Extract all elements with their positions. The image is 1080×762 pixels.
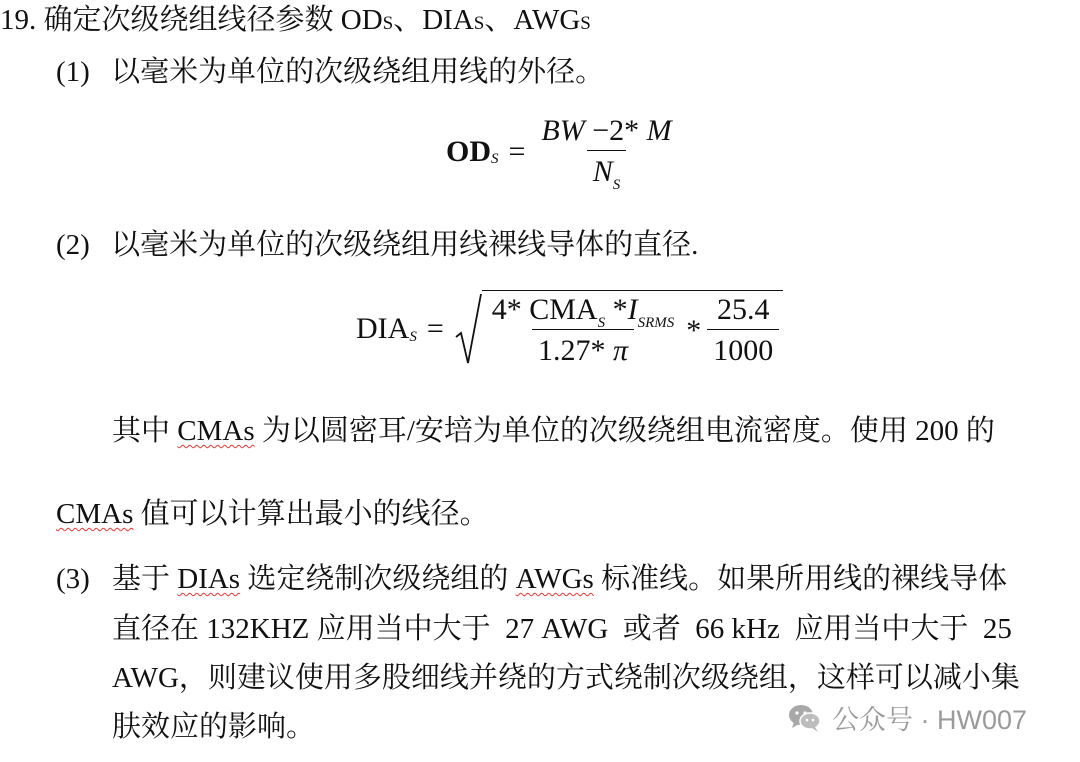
formula-od: OD S = $\frac{BW -2* M}{N_S}$	[446, 116, 678, 187]
spellcheck-cmas: CMAs	[177, 415, 255, 447]
item-3-label: (3)	[56, 563, 90, 595]
spellcheck-cmas-2: CMAs	[56, 498, 134, 530]
watermark-text: 公众号 · HW007	[832, 705, 1028, 735]
section-heading: 19. 确定次级绕组线径参数 ODS、DIAS、AWGS	[0, 4, 591, 36]
spellcheck-dias: DIAs	[177, 563, 241, 595]
item-1-text: 以毫米为单位的次级绕组用线的外径。	[111, 56, 605, 88]
wechat-icon	[788, 703, 822, 733]
cma-explanation-line1: 其中 CMAs 为以圆密耳/安培为单位的次级绕组电流密度。使用 200 的	[112, 415, 995, 447]
item-1-label: (1)	[56, 56, 90, 88]
spellcheck-awgs: AWGs	[515, 563, 594, 595]
item-2-label: (2)	[56, 229, 90, 261]
item-2	[56, 227, 698, 263]
item-3-line3: AWG，则建议使用多股细线并绕的方式绕制次级绕组，这样可以减小集	[112, 662, 1020, 694]
formula-dia: DIA S = $\frac{4* CMA_S *I_{SRMS}}{1.27* \pi}$ * $\frac{25.4}{1000}$	[356, 292, 783, 366]
item-3-line1: 基于 DIAs 选定绕制次级绕组的 AWGs 标准线。如果所用线的裸线导体	[112, 563, 1008, 595]
fraction-inch: $\frac{25.4}{1000}$	[707, 295, 779, 366]
item-3-line2: 直径在 132KHZ 应用当中大于 27 AWG 或者 66 kHz 应用当中大于 25	[112, 613, 1012, 645]
item-1	[56, 54, 604, 90]
fraction-current: $\frac{4* CMA_S *I_{SRMS}}{1.27* \pi}$	[491, 293, 675, 367]
radical-sign-icon	[454, 293, 482, 365]
square-root: $\frac{4* CMA_S *I_{SRMS}}{1.27* \pi}$ * $\frac{25.4}{1000}$	[454, 292, 784, 366]
fraction-od: $\frac{BW -2* M}{N_S}$	[541, 114, 672, 193]
item-3-line4: 肤效应的影响。	[112, 711, 316, 743]
item-2-text: 以毫米为单位的次级绕组用线裸线导体的直径.	[111, 229, 699, 261]
watermark	[788, 698, 1027, 737]
cma-explanation-line2: CMAs 值可以计算出最小的线径。	[56, 498, 489, 530]
